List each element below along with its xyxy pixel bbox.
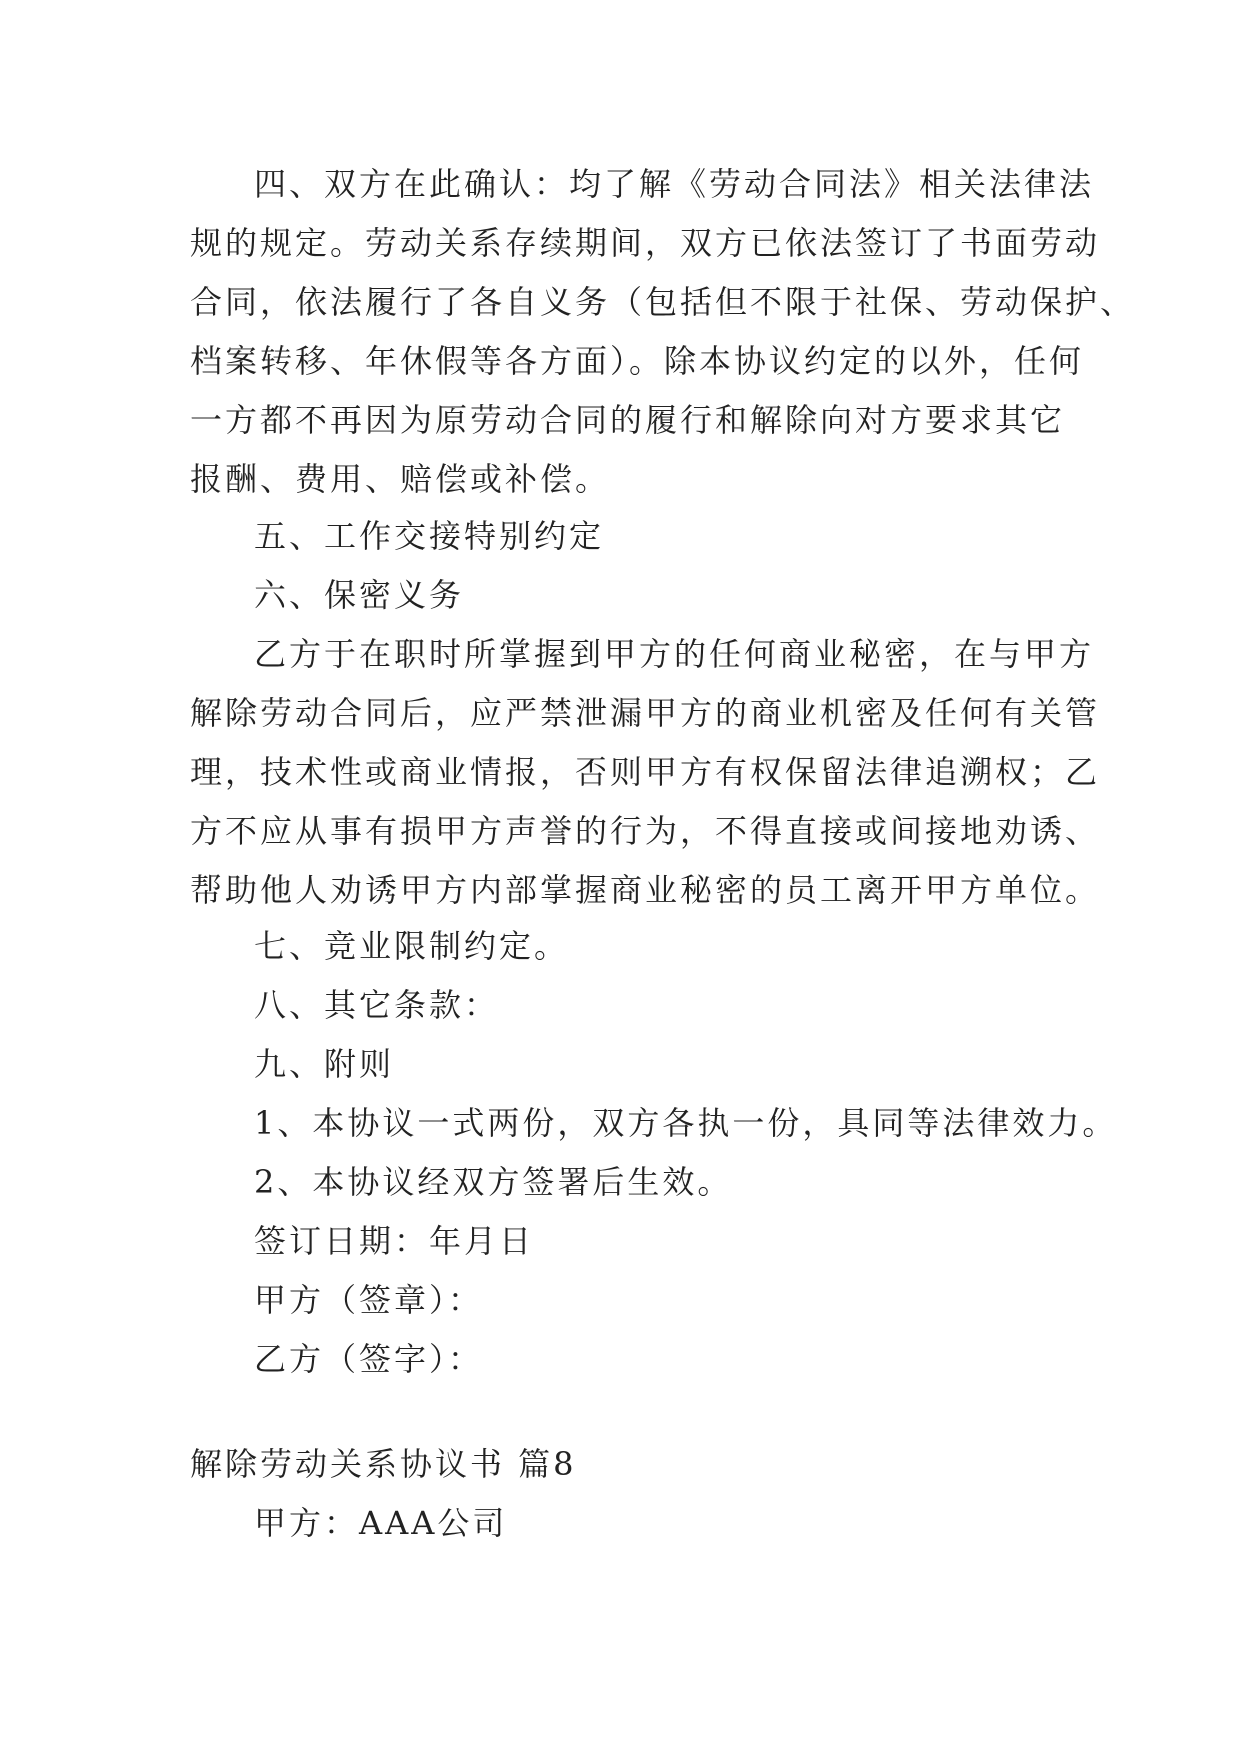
next-article-heading (190, 1435, 1070, 1494)
clause-1 (190, 1094, 1118, 1153)
paragraph-line: 报酬、费用、赔偿或补偿。 (190, 460, 611, 498)
paragraph-line: 四、双方在此确认：均了解《劳动合同法》相关法律法 (254, 165, 1095, 203)
clause-text: 1、本协议一式两份，双方各执一份，具同等法律效力。 (254, 1104, 1118, 1142)
party-a-name: 甲方：AAA公司 (254, 1504, 508, 1542)
party-a-signature (190, 1271, 1070, 1330)
section-4-paragraph (190, 155, 1136, 509)
next-party-a (190, 1494, 1070, 1553)
section-heading: 五、工作交接特别约定 (254, 517, 605, 555)
paragraph-line: 理，技术性或商业情报，否则甲方有权保留法律追溯权；乙 (190, 753, 1101, 791)
party-a-signature-text: 甲方（签章）： (254, 1281, 484, 1319)
sign-date-text: 签订日期：年月日 (254, 1222, 535, 1260)
article-title: 解除劳动关系协议书 篇8 (190, 1445, 577, 1483)
paragraph-line: 合同，依法履行了各自义务（包括但不限于社保、劳动保护、 (190, 283, 1136, 321)
paragraph-line: 档案转移、年休假等各方面）。除本协议约定的以外，任何 (190, 342, 1085, 380)
section-7-heading (190, 917, 1070, 976)
section-heading: 八、其它条款： (254, 986, 500, 1024)
section-heading: 九、附则 (254, 1045, 395, 1083)
section-9-heading (190, 1035, 1070, 1094)
section-8-heading (190, 976, 1070, 1035)
paragraph-line: 方不应从事有损甲方声誉的行为，不得直接或间接地劝诱、 (190, 812, 1101, 850)
section-5-heading (190, 507, 1070, 566)
section-heading: 六、保密义务 (254, 576, 465, 614)
paragraph-line: 规的规定。劳动关系存续期间，双方已依法签订了书面劳动 (190, 224, 1101, 262)
paragraph-line: 一方都不再因为原劳动合同的履行和解除向对方要求其它 (190, 401, 1066, 439)
party-b-signature-text: 乙方（签字）： (254, 1340, 484, 1378)
confidentiality-paragraph (190, 625, 1101, 920)
section-heading: 七、竞业限制约定。 (254, 927, 570, 965)
paragraph-line: 乙方于在职时所掌握到甲方的任何商业秘密，在与甲方 (254, 635, 1095, 673)
paragraph-line: 帮助他人劝诱甲方内部掌握商业秘密的员工离开甲方单位。 (190, 871, 1101, 909)
paragraph-line: 解除劳动合同后，应严禁泄漏甲方的商业机密及任何有关管 (190, 694, 1101, 732)
party-b-signature (190, 1330, 1070, 1389)
clause-2 (190, 1153, 1070, 1212)
clause-text: 2、本协议经双方签署后生效。 (254, 1163, 733, 1201)
section-6-heading (190, 566, 1070, 625)
sign-date (190, 1212, 1070, 1271)
